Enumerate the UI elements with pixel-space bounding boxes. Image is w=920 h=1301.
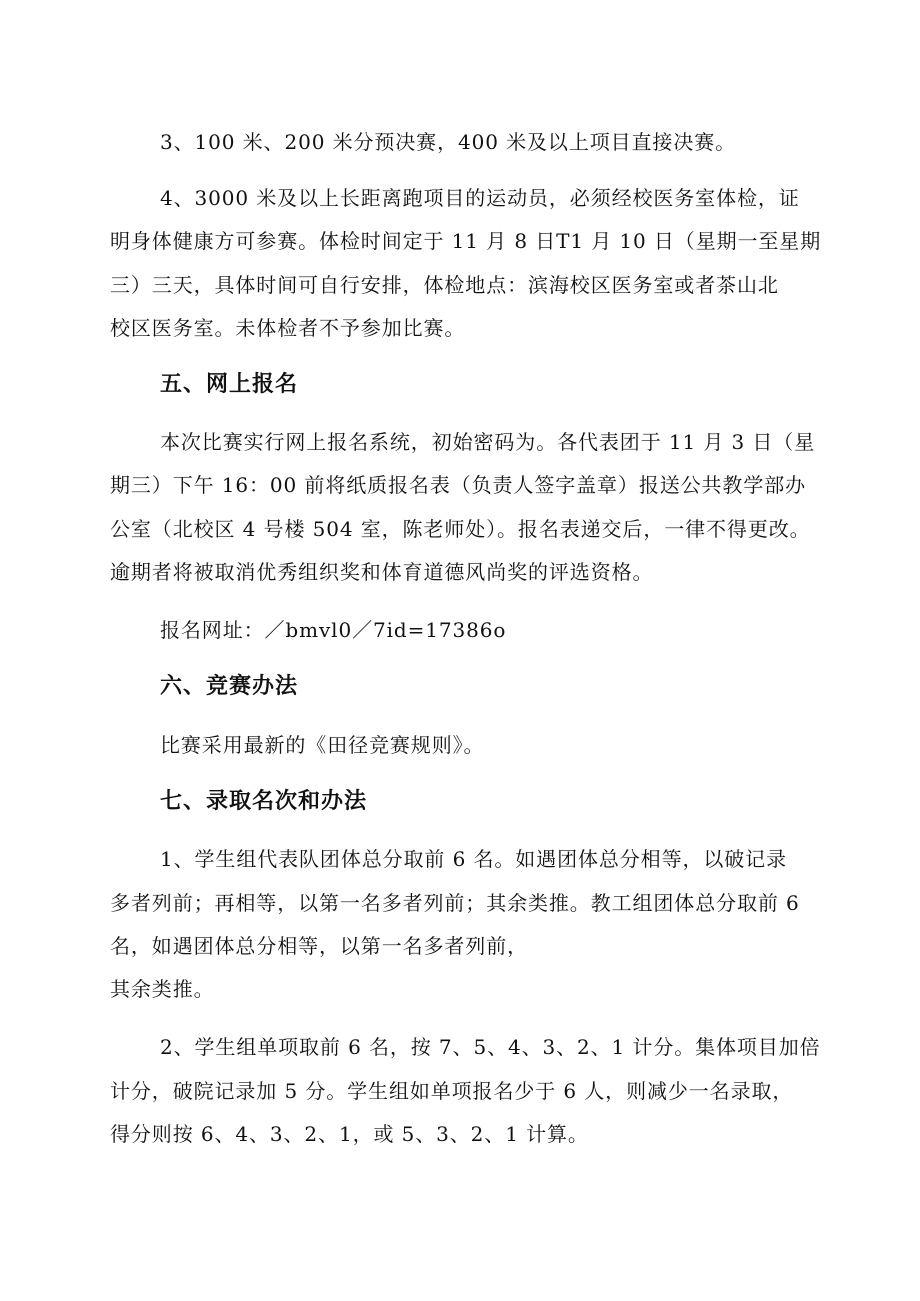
section-5-para-line-1: 本次比赛实行网上报名系统，初始密码为。各代表团于 11 月 3 日（星 <box>160 430 816 454</box>
section-5-para-line-3: 公室（北校区 4 号楼 504 室，陈老师处）。报名表递交后，一律不得更改。 <box>110 517 811 541</box>
section-7-item-2-line-2: 计分，破院记录加 5 分。学生组如单项报名少于 6 人，则减少一名录取， <box>110 1079 794 1103</box>
section-6-line-1: 比赛采用最新的《田径竞赛规则》。 <box>160 733 485 757</box>
section-5-para-line-4: 逾期者将被取消优秀组织奖和体育道德风尚奖的评选资格。 <box>110 560 654 584</box>
section-7-item-2-line-1: 2、学生组单项取前 6 名，按 7、5、4、3、2、1 计分。集体项目加倍 <box>160 1035 821 1059</box>
section-5-heading: 五、网上报名 <box>160 372 299 397</box>
section-7-item-2-line-3: 得分则按 6、4、3、2、1，或 5、3、2、1 计算。 <box>110 1122 589 1146</box>
section-7-heading: 七、录取名次和办法 <box>160 789 368 814</box>
section-7-item-1-line-1: 1、学生组代表队团体总分取前 6 名。如遇团体总分相等，以破记录 <box>160 847 787 871</box>
section-6-heading: 六、竞赛办法 <box>160 674 299 699</box>
section-7-item-1-line-4: 其余类推。 <box>110 977 215 1001</box>
item-4-line-3: 三）三天，具体时间可自行安排，体检地点：滨海校区医务室或者茶山北 <box>110 273 779 297</box>
section-7-item-1-line-3: 名，如遇团体总分相等，以第一名多者列前， <box>110 934 528 958</box>
item-4-line-2: 明身体健康方可参赛。体检时间定于 11 月 8 日T1 月 10 日（星期一至星期 <box>110 229 822 253</box>
section-7-item-1-line-2: 多者列前；再相等，以第一名多者列前；其余类推。教工组团体总分取前 6 <box>110 891 800 915</box>
item-4-line-4: 校区医务室。未体检者不予参加比赛。 <box>110 316 466 340</box>
section-5-para-line-2: 期三）下午 16：00 前将纸质报名表（负责人签字盖章）报送公共教学部办 <box>110 473 807 497</box>
item-3-line-1: 3、100 米、200 米分预决赛，400 米及以上项目直接决赛。 <box>160 130 737 154</box>
registration-url-line: 报名网址：／bmvl0／7id=17386o <box>160 618 507 642</box>
item-4-line-1: 4、3000 米及以上长距离跑项目的运动员，必须经校医务室体检，证 <box>160 186 800 210</box>
